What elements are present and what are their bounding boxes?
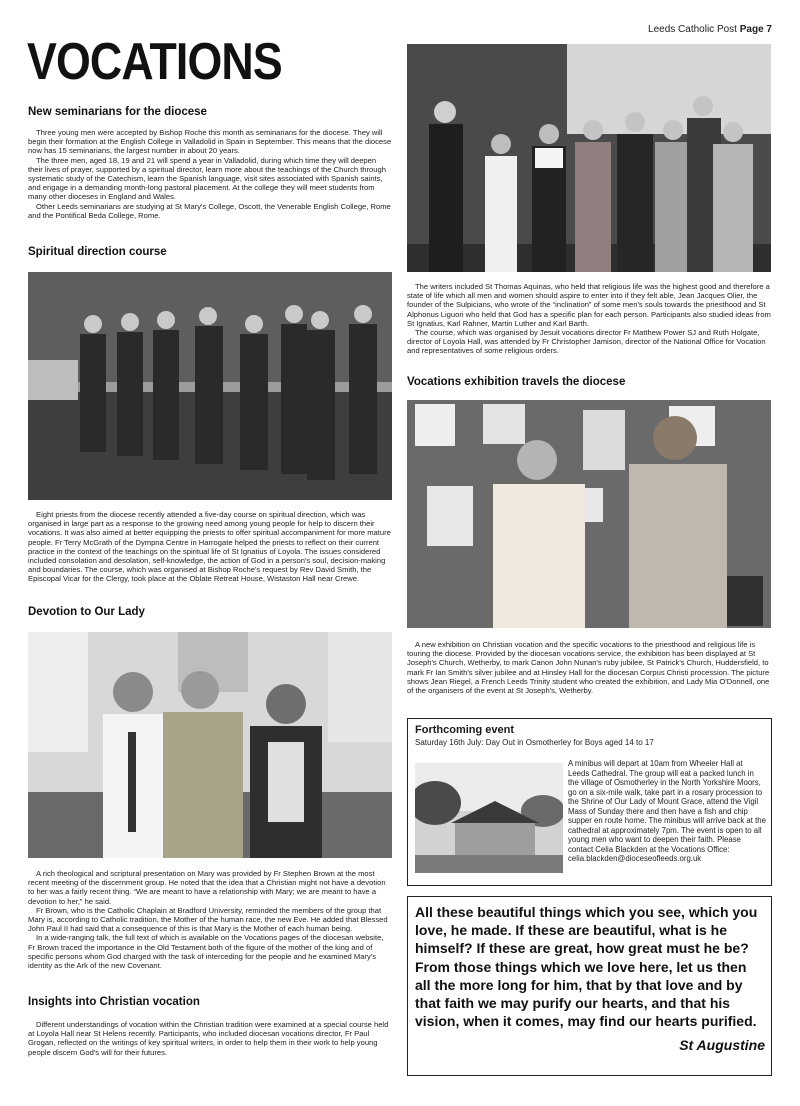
publication-name: Leeds Catholic Post <box>648 24 737 35</box>
event-subtitle: Saturday 16th July: Day Out in Osmotherley for Boys aged 14 to 17 <box>415 738 654 747</box>
paragraph: The writers included St Thomas Aquinas, who held that religious life was the highest good and therefore a state of life which all men and women should aspire to enter into if they felt able, Jean Jacques Olier, the founder of the Sulpicians, who wrote of the “inclination” of some men's souls towards the priesthood and St Alphonus Liguori who held that God has a specific plan for each person. Participants also studied ideas from St Ignatius, Karl Rahner, Martin Luther and Karl Barth. <box>407 282 771 328</box>
paragraph: A rich theological and scriptural presentation on Mary was provided by Fr Stephen Brown at the most recent meeting of the discernment group. He noted that the idea that a Christian might not have a devotion to her was a fairly recent thing. “We are meant to have a relationship with Mary; we are meant to have a devotion to her,” he said. <box>28 869 386 906</box>
devotion-photo <box>28 632 392 858</box>
devotion-body <box>28 869 392 970</box>
paragraph: Different understandings of vocation within the Christian tradition were examined at a special course held at Loyola Hall near St Helens recently. Participants, who included diocesan vocations director, Fr Paul Grogan, reflected on the writings of key spiritual writers, in order to help them in their work to help young people discern God's will for their futures. <box>28 1020 389 1057</box>
quote-box <box>407 896 772 1076</box>
quote-text: All these beautiful things which you see, which you love, he made. If these are beautiful, what is he himself? If these are great, how great must he be? From those things which we love here, let us then all the more long for him, that by that love and by that faith we may purify our hearts, and that his vision, when it comes, may find our hearts purified. <box>415 904 758 1030</box>
seminarians-body <box>28 128 392 220</box>
page-number: Page 7 <box>739 24 772 35</box>
quote-attribution: St Augustine <box>679 1037 765 1053</box>
spiritual-direction-heading: Spiritual direction course <box>28 246 167 258</box>
exhibition-body <box>407 640 771 695</box>
paragraph: Eight priests from the diocese recently attended a five-day course on spiritual direction, which was organised in large part as a response to the growing need among young people for help to discern their vocations. It was also aimed at better equipping the priests to offer spiritual accompaniment for more mature people. Fr Terry McGrath of the Dympna Centre in Harrogate helped the priests to reflect on their current practice in the context of the teachings on the spiritual life of St Ignatius of Loyola. The issues considered included consolation and desolation, self-knowledge, the action of God in a person's soul, decision-making and boundaries. The course, which was organised at Bishop Roche's request by Rev David Smith, the Episcopal Vicar for the Clergy, took place at the Oblate Retreat House, Wistaston Hall near Crewe. <box>28 510 391 584</box>
insights-heading: Insights into Christian vocation <box>28 996 200 1008</box>
paragraph: In a wide-ranging talk, the full text of which is available on the Vocations pages of the diocesan website, Fr Brown traced the importance in the Old Testament both of the figure of the mother of the king and of specific persons whom God charged with the task of interceding for the people and he examined Mary's identity as the Ark of the new Covenant. <box>28 933 384 970</box>
paragraph: Three young men were accepted by Bishop Roche this month as seminarians for the diocese. They will begin their formation at the English College in Valladolid in Spain in September. This means that the diocese now has 15 seminarians, the largest number in about 20 years. <box>28 128 392 156</box>
seminarians-heading: New seminarians for the diocese <box>28 106 207 118</box>
osmotherley-photo <box>415 763 563 873</box>
paragraph: A new exhibition on Christian vocation and the specific vocations to the priesthood and religious life is touring the diocese. Provided by the diocesan vocations service, the exhibition has been displayed at St Joseph's Church, Wetherby, to mark Canon John Nunan's ruby jubilee, St Patrick's Church, Huddersfield, to mark Fr Ian Smith's silver jubilee and at Hinsley Hall for the diocesan Corpus Christi procession. The picture shows Jean Riegel, a French Leeds Trinity student who created the exhibition, and Lady Mia O'Donnell, one of the organisers of the event at St Joseph's, Wetherby. <box>407 640 770 695</box>
event-heading: Forthcoming event <box>415 724 515 736</box>
event-box <box>407 718 772 886</box>
paragraph: Other Leeds seminarians are studying at St Mary's College, Oscott, the Venerable English College, Rome and the Pontifical Beda College, Rome. <box>28 201 391 220</box>
section-title: VOCATIONS <box>27 33 282 91</box>
insights-continued-body <box>407 282 771 356</box>
exhibition-photo <box>407 400 771 628</box>
exhibition-heading: Vocations exhibition travels the diocese <box>407 376 626 388</box>
insights-group-photo <box>407 44 771 272</box>
insights-body <box>28 1020 392 1057</box>
devotion-heading: Devotion to Our Lady <box>28 606 145 618</box>
spiritual-direction-body <box>28 510 392 584</box>
event-description: A minibus will depart at 10am from Wheeler Hall at Leeds Cathedral. The group will eat a packed lunch in the village of Osmotherley in the North Yorkshire Moors, go on a six-mile walk, take part in a rosary procession to the Shrine of Our Lady of Mount Grace, attend the Vigil Mass of Sunday there and then have a fish and chip supper en route home. The minibus will arrive back at the cathedral at approximately 7pm. The event is open to all young men who want to deepen their faith. Please contact Celia Blackden at the Vocations Office: celia.blackden@dioceseofleeds.org.uk <box>568 759 766 863</box>
priests-group-photo <box>28 272 392 500</box>
paragraph: Fr Brown, who is the Catholic Chaplain at Bradford University, reminded the members of the group that Mary is, according to Catholic tradition, the Mother of the human race, the new Eve. He added that Blessed John Paul II had said that a consequence of this is that Mary is the Mother of each human being. <box>28 905 388 934</box>
paragraph: The course, which was organised by Jesuit vocations director Fr Matthew Power SJ and Ruth Holgate, director of Loyola Hall, was attended by Fr Christopher Jamison, director of the National Office for Vocation and representatives of some religious orders. <box>407 327 766 356</box>
paragraph: The three men, aged 18, 19 and 21 will spend a year in Valladolid, during which time they will deepen their lives of prayer, supported by a spiritual director, learn more about the teachings of the Church through systematic study of the Catechism, learn the Spanish language, visit sites associated with Spanish saints, and engage in a demanding month-long pastoral placement. At the college they will meet students from many other dioceses in England and Wales. <box>28 155 386 202</box>
page-header <box>648 24 772 35</box>
